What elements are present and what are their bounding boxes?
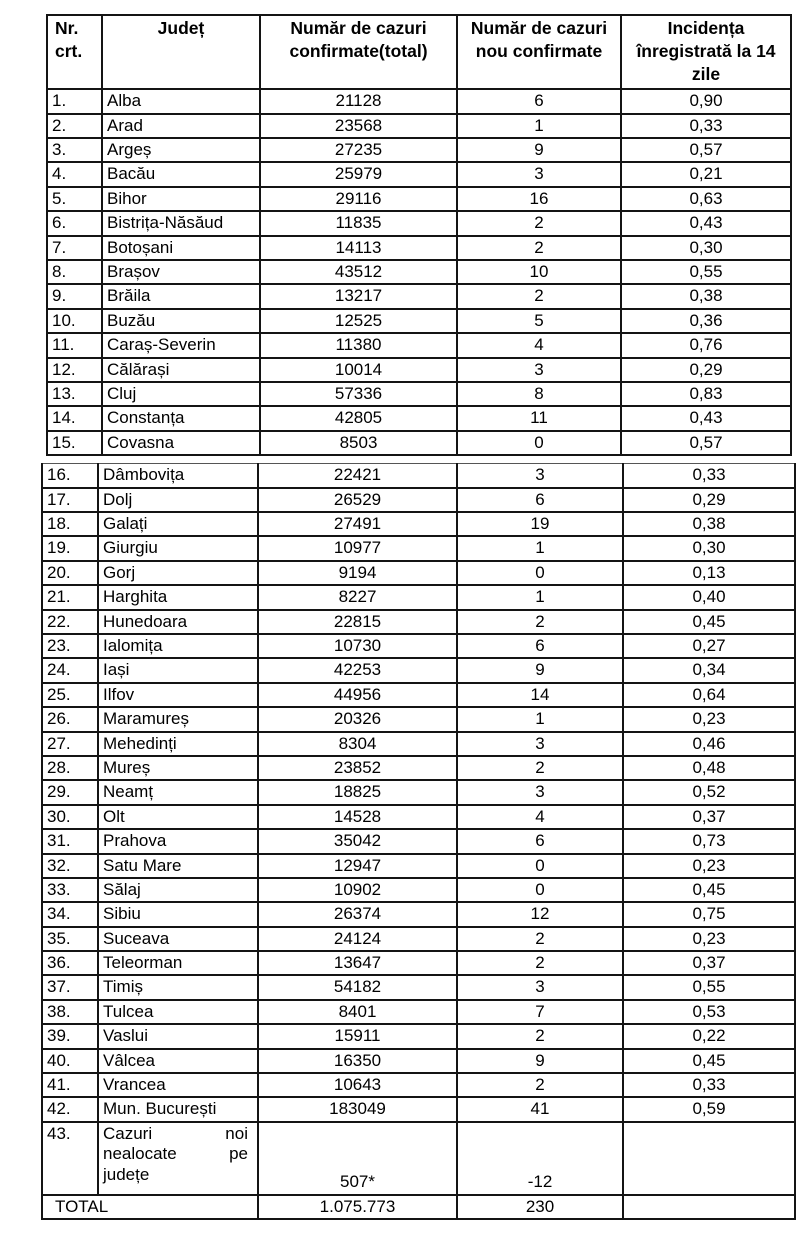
row-number-cell: 41.	[42, 1073, 98, 1097]
table-header	[47, 15, 791, 89]
new-cases-cell: -12	[457, 1122, 623, 1195]
new-cases-cell: 6	[457, 89, 621, 113]
county-name-cell: Dolj	[98, 488, 258, 512]
table-row	[42, 1097, 795, 1121]
new-cases-cell: 1	[457, 707, 623, 731]
confirmed-total-cell: 16350	[258, 1049, 457, 1073]
row-number-cell: 25.	[42, 683, 98, 707]
confirmed-total-cell: 20326	[258, 707, 457, 731]
confirmed-total-cell: 23852	[258, 756, 457, 780]
new-cases-cell: 3	[457, 162, 621, 186]
incidence-cell: 0,57	[621, 431, 791, 455]
table-row	[47, 358, 791, 382]
confirmed-total-cell: 54182	[258, 975, 457, 999]
table-row	[42, 854, 795, 878]
incidence-cell: 0,33	[623, 464, 795, 488]
table-row	[42, 536, 795, 560]
row-number-cell: 5.	[47, 187, 102, 211]
incidence-cell: 0,33	[621, 114, 791, 138]
new-cases-cell: 6	[457, 634, 623, 658]
row-number-cell: 24.	[42, 658, 98, 682]
table-row	[47, 406, 791, 430]
county-name-cell: Mun. București	[98, 1097, 258, 1121]
row-number-cell: 22.	[42, 610, 98, 634]
row-number-cell: 17.	[42, 488, 98, 512]
county-name-cell: Ilfov	[98, 683, 258, 707]
row-number-cell: 6.	[47, 211, 102, 235]
confirmed-total-cell: 10902	[258, 878, 457, 902]
table-row	[42, 1024, 795, 1048]
confirmed-total-cell: 12525	[260, 309, 457, 333]
incidence-cell: 0,55	[621, 260, 791, 284]
header-judet: Județ	[102, 15, 260, 89]
table-row	[42, 561, 795, 585]
confirmed-total-cell: 14528	[258, 805, 457, 829]
row-number-cell: 31.	[42, 829, 98, 853]
new-cases-cell: 0	[457, 854, 623, 878]
table-row	[42, 1122, 795, 1195]
table-row	[42, 488, 795, 512]
incidence-cell: 0,46	[623, 732, 795, 756]
confirmed-total-cell: 10643	[258, 1073, 457, 1097]
row-number-cell: 23.	[42, 634, 98, 658]
table-row	[47, 114, 791, 138]
row-number-cell: 1.	[47, 89, 102, 113]
new-cases-cell: 7	[457, 1000, 623, 1024]
row-number-cell: 13.	[47, 382, 102, 406]
confirmed-total-cell: 42805	[260, 406, 457, 430]
new-cases-cell: 3	[457, 975, 623, 999]
confirmed-total-cell: 22815	[258, 610, 457, 634]
county-name-cell: Vrancea	[98, 1073, 258, 1097]
table-row	[42, 805, 795, 829]
total-label-cell: TOTAL	[42, 1195, 258, 1219]
incidence-cell: 0,52	[623, 780, 795, 804]
county-name-cell: Vâlcea	[98, 1049, 258, 1073]
row-number-cell: 37.	[42, 975, 98, 999]
row-number-cell: 16.	[42, 464, 98, 488]
incidence-cell: 0,36	[621, 309, 791, 333]
new-cases-cell: 2	[457, 951, 623, 975]
new-cases-cell: 3	[457, 732, 623, 756]
new-cases-cell: 2	[457, 1024, 623, 1048]
row-number-cell: 3.	[47, 138, 102, 162]
row-number-cell: 39.	[42, 1024, 98, 1048]
incidence-cell: 0,29	[621, 358, 791, 382]
county-name-cell: Botoșani	[102, 236, 260, 260]
new-cases-cell: 3	[457, 780, 623, 804]
cases-table-part-2	[41, 463, 796, 1220]
new-cases-cell: 0	[457, 431, 621, 455]
confirmed-total-cell: 24124	[258, 927, 457, 951]
incidence-cell: 0,13	[623, 561, 795, 585]
row-number-cell: 19.	[42, 536, 98, 560]
county-name-cell: Giurgiu	[98, 536, 258, 560]
county-name-cell: Tulcea	[98, 1000, 258, 1024]
table-row	[47, 138, 791, 162]
county-name-cell: Covasna	[102, 431, 260, 455]
county-name-cell: Prahova	[98, 829, 258, 853]
new-cases-cell: 1	[457, 114, 621, 138]
table-row	[42, 1000, 795, 1024]
row-number-cell: 8.	[47, 260, 102, 284]
confirmed-total-cell: 21128	[260, 89, 457, 113]
row-number-cell: 12.	[47, 358, 102, 382]
incidence-cell: 0,38	[623, 512, 795, 536]
confirmed-total-cell: 13647	[258, 951, 457, 975]
county-name-cell: Călărași	[102, 358, 260, 382]
county-name-cell: Bihor	[102, 187, 260, 211]
confirmed-total-cell: 8401	[258, 1000, 457, 1024]
confirmed-total-cell: 27235	[260, 138, 457, 162]
incidence-cell: 0,30	[621, 236, 791, 260]
table-row	[47, 162, 791, 186]
county-name-cell: Caraș-Severin	[102, 333, 260, 357]
new-cases-cell: 9	[457, 138, 621, 162]
new-cases-cell: 11	[457, 406, 621, 430]
county-name-cell: Gorj	[98, 561, 258, 585]
county-name-cell: Argeș	[102, 138, 260, 162]
new-cases-cell: 10	[457, 260, 621, 284]
new-cases-cell: 9	[457, 658, 623, 682]
cases-table-part-1	[46, 14, 792, 456]
new-cases-cell: 8	[457, 382, 621, 406]
incidence-cell: 0,29	[623, 488, 795, 512]
incidence-cell: 0,90	[621, 89, 791, 113]
row-number-cell: 15.	[47, 431, 102, 455]
new-cases-cell: 41	[457, 1097, 623, 1121]
incidence-cell: 0,38	[621, 284, 791, 308]
county-name-cell: Cluj	[102, 382, 260, 406]
incidence-cell: 0,45	[623, 610, 795, 634]
county-name-cell: Harghita	[98, 585, 258, 609]
new-cases-cell: 1	[457, 585, 623, 609]
table-row	[42, 1073, 795, 1097]
county-name-cell: Sălaj	[98, 878, 258, 902]
total-confirmed-cell: 1.075.773	[258, 1195, 457, 1219]
incidence-cell: 0,37	[623, 805, 795, 829]
table-row	[47, 431, 791, 455]
table-row	[42, 756, 795, 780]
new-cases-cell: 6	[457, 829, 623, 853]
confirmed-total-cell: 43512	[260, 260, 457, 284]
new-cases-cell: 14	[457, 683, 623, 707]
row-number-cell: 10.	[47, 309, 102, 333]
incidence-cell: 0,83	[621, 382, 791, 406]
confirmed-total-cell: 26374	[258, 902, 457, 926]
incidence-cell: 0,27	[623, 634, 795, 658]
confirmed-total-cell: 22421	[258, 464, 457, 488]
table-row	[47, 260, 791, 284]
county-name-cell: Mehedinți	[98, 732, 258, 756]
row-number-cell: 29.	[42, 780, 98, 804]
row-number-cell: 36.	[42, 951, 98, 975]
incidence-cell: 0,59	[623, 1097, 795, 1121]
table-row	[42, 951, 795, 975]
confirmed-total-cell: 10014	[260, 358, 457, 382]
table-row	[42, 464, 795, 488]
new-cases-cell: 6	[457, 488, 623, 512]
incidence-cell: 0,76	[621, 333, 791, 357]
row-number-cell: 38.	[42, 1000, 98, 1024]
header-incidence: Incidența înregistrată la 14 zile	[621, 15, 791, 89]
table-row	[42, 902, 795, 926]
county-name-cell: Galați	[98, 512, 258, 536]
county-name-cell: Maramureș	[98, 707, 258, 731]
row-number-cell: 26.	[42, 707, 98, 731]
row-number-cell: 7.	[47, 236, 102, 260]
table-row	[47, 333, 791, 357]
row-number-cell: 32.	[42, 854, 98, 878]
confirmed-total-cell: 13217	[260, 284, 457, 308]
table-row	[47, 382, 791, 406]
header-new-cases: Număr de cazuri nou confirmate	[457, 15, 621, 89]
row-number-cell: 42.	[42, 1097, 98, 1121]
row-number-cell: 28.	[42, 756, 98, 780]
confirmed-total-cell: 11380	[260, 333, 457, 357]
new-cases-cell: 4	[457, 333, 621, 357]
new-cases-cell: 19	[457, 512, 623, 536]
table-row	[42, 975, 795, 999]
confirmed-total-cell: 57336	[260, 382, 457, 406]
confirmed-total-cell: 9194	[258, 561, 457, 585]
table-row	[42, 707, 795, 731]
table-footer	[42, 1195, 795, 1219]
table-row	[42, 732, 795, 756]
county-name-cell: Cazuri noi nealocate pe județe	[98, 1122, 258, 1195]
new-cases-cell: 2	[457, 236, 621, 260]
new-cases-cell: 2	[457, 211, 621, 235]
incidence-cell: 0,21	[621, 162, 791, 186]
row-number-cell: 4.	[47, 162, 102, 186]
confirmed-total-cell: 11835	[260, 211, 457, 235]
new-cases-cell: 16	[457, 187, 621, 211]
row-number-cell: 34.	[42, 902, 98, 926]
total-row	[42, 1195, 795, 1219]
county-name-cell: Suceava	[98, 927, 258, 951]
county-name-cell: Timiș	[98, 975, 258, 999]
header-confirmed-total: Număr de cazuri confirmate(total)	[260, 15, 457, 89]
table-row	[42, 512, 795, 536]
table-row	[42, 780, 795, 804]
new-cases-cell: 3	[457, 464, 623, 488]
confirmed-total-cell: 183049	[258, 1097, 457, 1121]
table-row	[47, 89, 791, 113]
county-name-cell: Arad	[102, 114, 260, 138]
incidence-cell: 0,37	[623, 951, 795, 975]
county-name-cell: Vaslui	[98, 1024, 258, 1048]
county-name-cell: Hunedoara	[98, 610, 258, 634]
incidence-cell: 0,23	[623, 854, 795, 878]
header-nr-crt: Nr. crt.	[47, 15, 102, 89]
county-name-cell: Satu Mare	[98, 854, 258, 878]
table-body-part-1	[47, 89, 791, 455]
row-number-cell: 40.	[42, 1049, 98, 1073]
county-name-cell: Brăila	[102, 284, 260, 308]
new-cases-cell: 2	[457, 284, 621, 308]
row-number-cell: 20.	[42, 561, 98, 585]
confirmed-total-cell: 42253	[258, 658, 457, 682]
row-number-cell: 35.	[42, 927, 98, 951]
row-number-cell: 27.	[42, 732, 98, 756]
row-number-cell: 2.	[47, 114, 102, 138]
incidence-cell: 0,64	[623, 683, 795, 707]
incidence-cell: 0,57	[621, 138, 791, 162]
incidence-cell: 0,45	[623, 878, 795, 902]
confirmed-total-cell: 10730	[258, 634, 457, 658]
table-body-part-2	[42, 464, 795, 1195]
table-row	[42, 610, 795, 634]
incidence-cell: 0,33	[623, 1073, 795, 1097]
table-row	[47, 309, 791, 333]
incidence-cell: 0,43	[621, 406, 791, 430]
table-row	[42, 585, 795, 609]
new-cases-cell: 4	[457, 805, 623, 829]
confirmed-total-cell: 44956	[258, 683, 457, 707]
row-number-cell: 43.	[42, 1122, 98, 1195]
incidence-cell: 0,23	[623, 927, 795, 951]
incidence-cell: 0,63	[621, 187, 791, 211]
new-cases-cell: 2	[457, 1073, 623, 1097]
county-name-cell: Olt	[98, 805, 258, 829]
new-cases-cell: 3	[457, 358, 621, 382]
row-number-cell: 33.	[42, 878, 98, 902]
incidence-cell: 0,23	[623, 707, 795, 731]
new-cases-cell: 1	[457, 536, 623, 560]
new-cases-cell: 12	[457, 902, 623, 926]
confirmed-total-cell: 29116	[260, 187, 457, 211]
incidence-cell: 0,43	[621, 211, 791, 235]
table-row	[42, 829, 795, 853]
incidence-cell: 0,22	[623, 1024, 795, 1048]
total-new-cases-cell: 230	[457, 1195, 623, 1219]
new-cases-cell: 2	[457, 610, 623, 634]
confirmed-total-cell: 25979	[260, 162, 457, 186]
county-name-cell: Brașov	[102, 260, 260, 284]
confirmed-total-cell: 507*	[258, 1122, 457, 1195]
county-name-cell: Sibiu	[98, 902, 258, 926]
incidence-cell: 0,40	[623, 585, 795, 609]
table-row	[47, 211, 791, 235]
county-name-cell: Neamț	[98, 780, 258, 804]
confirmed-total-cell: 8503	[260, 431, 457, 455]
row-number-cell: 21.	[42, 585, 98, 609]
row-number-cell: 11.	[47, 333, 102, 357]
confirmed-total-cell: 26529	[258, 488, 457, 512]
table-row	[42, 1049, 795, 1073]
row-number-cell: 18.	[42, 512, 98, 536]
document-page	[0, 14, 800, 1244]
county-name-cell: Alba	[102, 89, 260, 113]
table-row	[47, 187, 791, 211]
header-row	[47, 15, 791, 89]
incidence-cell: 0,55	[623, 975, 795, 999]
new-cases-cell: 2	[457, 927, 623, 951]
new-cases-cell: 0	[457, 561, 623, 585]
confirmed-total-cell: 35042	[258, 829, 457, 853]
county-name-cell: Ialomița	[98, 634, 258, 658]
county-name-cell: Bistrița-Năsăud	[102, 211, 260, 235]
county-name-cell: Bacău	[102, 162, 260, 186]
incidence-cell: 0,48	[623, 756, 795, 780]
new-cases-cell: 2	[457, 756, 623, 780]
table-row	[42, 658, 795, 682]
county-name-cell: Dâmbovița	[98, 464, 258, 488]
new-cases-cell: 5	[457, 309, 621, 333]
confirmed-total-cell: 10977	[258, 536, 457, 560]
county-name-cell: Mureș	[98, 756, 258, 780]
row-number-cell: 9.	[47, 284, 102, 308]
table-row	[42, 683, 795, 707]
confirmed-total-cell: 15911	[258, 1024, 457, 1048]
row-number-cell: 30.	[42, 805, 98, 829]
total-incidence-cell	[623, 1195, 795, 1219]
confirmed-total-cell: 23568	[260, 114, 457, 138]
confirmed-total-cell: 12947	[258, 854, 457, 878]
table-row	[42, 927, 795, 951]
confirmed-total-cell: 8304	[258, 732, 457, 756]
county-name-cell: Constanța	[102, 406, 260, 430]
table-row	[47, 236, 791, 260]
table-row	[42, 878, 795, 902]
county-name-cell: Teleorman	[98, 951, 258, 975]
row-number-cell: 14.	[47, 406, 102, 430]
incidence-cell	[623, 1122, 795, 1195]
table-row	[47, 284, 791, 308]
new-cases-cell: 9	[457, 1049, 623, 1073]
confirmed-total-cell: 8227	[258, 585, 457, 609]
incidence-cell: 0,75	[623, 902, 795, 926]
incidence-cell: 0,30	[623, 536, 795, 560]
table-row	[42, 634, 795, 658]
confirmed-total-cell: 27491	[258, 512, 457, 536]
confirmed-total-cell: 14113	[260, 236, 457, 260]
confirmed-total-cell: 18825	[258, 780, 457, 804]
new-cases-cell: 0	[457, 878, 623, 902]
incidence-cell: 0,34	[623, 658, 795, 682]
incidence-cell: 0,73	[623, 829, 795, 853]
county-name-cell: Iași	[98, 658, 258, 682]
incidence-cell: 0,53	[623, 1000, 795, 1024]
incidence-cell: 0,45	[623, 1049, 795, 1073]
county-name-cell: Buzău	[102, 309, 260, 333]
